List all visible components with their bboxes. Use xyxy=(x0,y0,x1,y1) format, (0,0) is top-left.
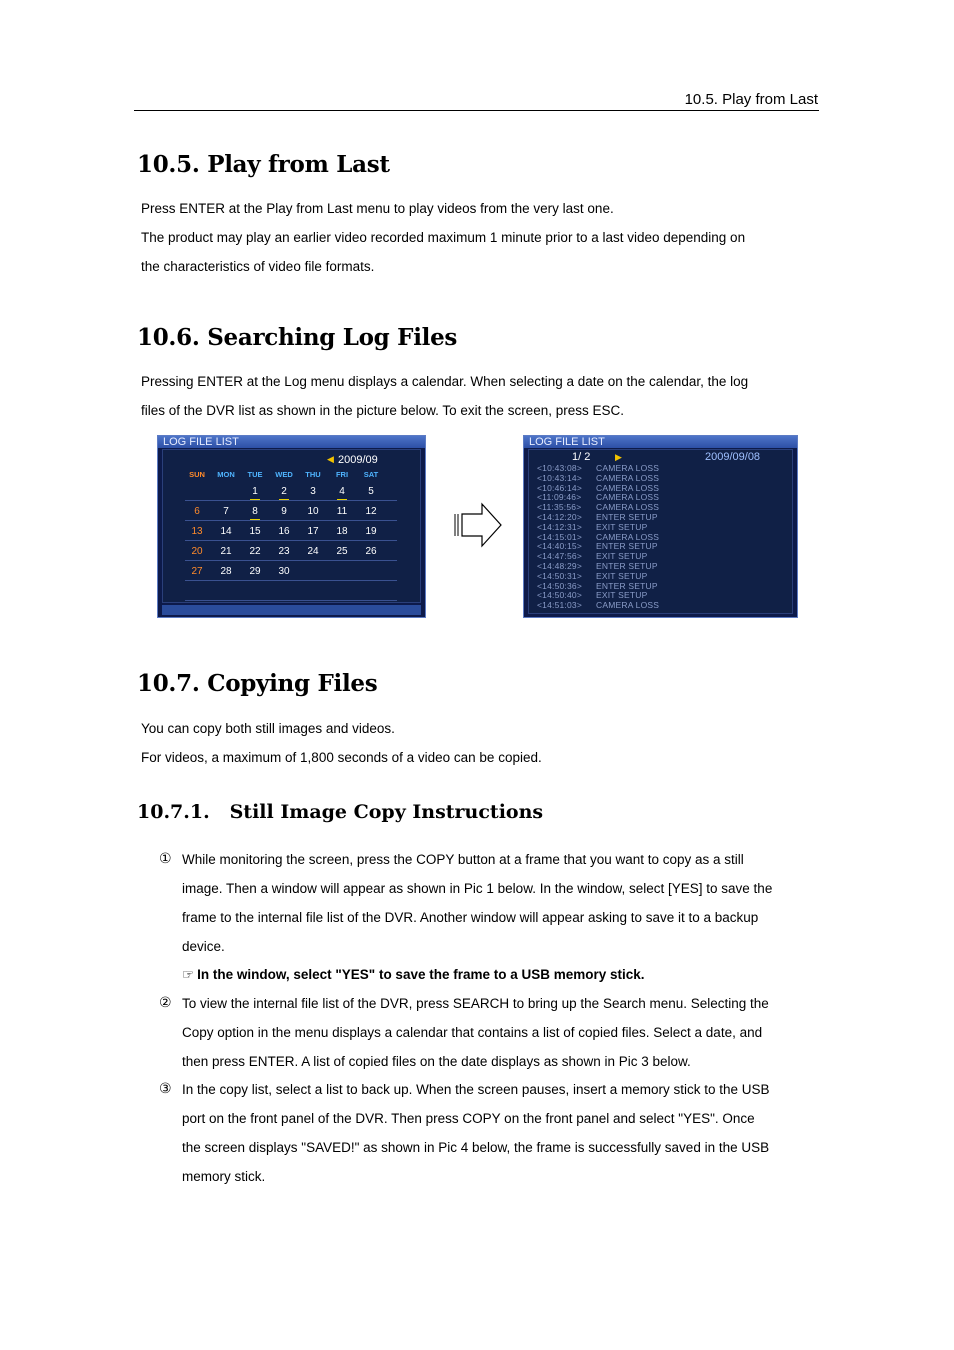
log-time: <14:47:56> xyxy=(537,551,583,562)
log-row[interactable] xyxy=(537,482,660,493)
log-marker xyxy=(250,499,260,500)
list-item-3 xyxy=(159,1075,824,1191)
para-line: The product may play an earlier video recorded maximum 1 minute prior to a last video depending on xyxy=(141,230,746,245)
log-marker xyxy=(279,499,289,500)
weekday-label: SAT xyxy=(363,470,379,479)
para-10-5 xyxy=(141,194,821,281)
para-line: Pressing ENTER at the Log menu displays a calendar. When selecting a date on the calendar, the log xyxy=(141,374,749,389)
next-page-arrow-icon: ▶ xyxy=(615,452,622,462)
calendar-day[interactable]: 20 xyxy=(191,546,203,557)
heading-10-7-1: 10.7.1. Still Image Copy Instructions xyxy=(137,801,544,823)
calendar-day[interactable]: 6 xyxy=(194,506,200,517)
list-line: port on the front panel of the DVR. Then press COPY on the front panel and select "YES". Once xyxy=(182,1111,755,1126)
heading-10-7: 10.7. Copying Files xyxy=(137,670,378,697)
calendar-day[interactable]: 13 xyxy=(191,526,203,537)
log-time: <14:15:01> xyxy=(537,531,583,542)
log-marker xyxy=(250,519,260,520)
para-line: For videos, a maximum of 1,800 seconds of a video can be copied. xyxy=(141,750,542,765)
calendar-day[interactable]: 27 xyxy=(191,566,203,577)
calendar-day[interactable]: 1 xyxy=(252,486,258,497)
log-event: ENTER SETUP xyxy=(596,580,658,591)
note-text: In the window, select "YES" to save the frame to a USB memory stick. xyxy=(197,967,645,982)
calendar-day[interactable]: 24 xyxy=(307,546,319,557)
log-event: ENTER SETUP xyxy=(596,541,658,552)
log-row[interactable] xyxy=(537,580,658,591)
calendar-day[interactable]: 11 xyxy=(336,506,348,517)
calendar-day[interactable]: 17 xyxy=(307,526,319,537)
log-event: CAMERA LOSS xyxy=(596,531,660,542)
screen-title: LOG FILE LIST xyxy=(524,436,797,448)
note xyxy=(182,960,645,990)
calendar-row-divider xyxy=(185,600,397,601)
right-arrow-icon xyxy=(454,502,504,548)
log-event: CAMERA LOSS xyxy=(596,492,660,503)
running-header xyxy=(134,90,819,111)
calendar-day[interactable]: 7 xyxy=(223,506,229,517)
running-header-text: 10.5. Play from Last xyxy=(684,91,818,108)
log-event: ENTER SETUP xyxy=(596,512,658,522)
calendar-day[interactable]: 21 xyxy=(220,546,232,557)
heading-10-6: 10.6. Searching Log Files xyxy=(137,324,458,351)
log-event: CAMERA LOSS xyxy=(596,502,660,513)
weekday-label: THU xyxy=(305,470,321,479)
calendar-day[interactable]: 2 xyxy=(281,486,287,497)
calendar-row-divider xyxy=(185,540,397,541)
list-item-2 xyxy=(159,989,824,1076)
log-time: <14:50:31> xyxy=(537,570,583,581)
log-event: CAMERA LOSS xyxy=(596,600,660,611)
log-event: CAMERA LOSS xyxy=(596,472,660,483)
calendar-day[interactable]: 10 xyxy=(307,506,319,517)
calendar-month: 2009/09 xyxy=(338,454,378,466)
list-item-1 xyxy=(159,845,824,961)
log-time: <10:43:14> xyxy=(537,472,583,483)
calendar-panel xyxy=(162,449,421,603)
calendar-day[interactable]: 26 xyxy=(365,546,377,557)
log-calendar-screenshot xyxy=(157,435,426,618)
pointing-hand-icon: ☞ xyxy=(182,967,195,983)
log-time: <11:09:46> xyxy=(537,492,582,503)
calendar-day[interactable]: 18 xyxy=(336,526,348,537)
log-event: EXIT SETUP xyxy=(596,590,648,601)
calendar-day[interactable]: 23 xyxy=(278,546,290,557)
weekday-label: WED xyxy=(275,470,293,479)
screen-footer-bar xyxy=(162,605,421,615)
log-row[interactable] xyxy=(537,561,658,571)
log-row[interactable] xyxy=(537,570,648,581)
screen-title: LOG FILE LIST xyxy=(158,436,425,448)
calendar-day[interactable]: 28 xyxy=(220,566,232,577)
calendar-row-divider xyxy=(185,580,397,581)
weekday-label: SUN xyxy=(189,470,205,479)
list-line: the screen displays "SAVED!" as shown in Pic 4 below, the frame is successfully saved in the USB xyxy=(182,1140,770,1155)
calendar-day[interactable]: 16 xyxy=(278,526,290,537)
log-marker xyxy=(337,499,347,500)
log-date: 2009/09/08 xyxy=(705,451,761,463)
calendar-day[interactable]: 3 xyxy=(310,486,316,497)
list-marker: ② xyxy=(159,995,172,1011)
log-time: <14:50:40> xyxy=(537,590,583,601)
log-row[interactable] xyxy=(537,551,648,562)
list-line: Copy option in the menu displays a calendar that contains a list of copied files. Select a date, and xyxy=(182,1025,763,1040)
log-time: <14:40:15> xyxy=(537,541,583,552)
list-marker: ① xyxy=(159,851,172,867)
log-event: EXIT SETUP xyxy=(596,521,648,532)
log-row[interactable] xyxy=(537,590,648,601)
log-time: <10:43:08> xyxy=(537,463,583,473)
calendar-row-divider xyxy=(185,520,397,521)
log-time: <10:46:14> xyxy=(537,482,583,493)
weekday-label: FRI xyxy=(335,470,349,479)
list-line: frame to the internal file list of the DVR. Another window will appear asking to save it to a backup xyxy=(182,910,759,925)
calendar-day[interactable]: 8 xyxy=(252,506,258,517)
calendar-day[interactable]: 22 xyxy=(249,546,261,557)
log-event: CAMERA LOSS xyxy=(596,482,660,493)
para-10-7 xyxy=(141,714,821,772)
list-line: then press ENTER. A list of copied files on the date displays as shown in Pic 3 below. xyxy=(182,1054,691,1069)
calendar-day[interactable]: 14 xyxy=(220,526,232,537)
log-event: CAMERA LOSS xyxy=(596,463,660,473)
calendar-row-divider xyxy=(185,560,397,561)
log-row[interactable] xyxy=(537,600,660,611)
para-line: files of the DVR list as shown in the picture below. To exit the screen, press ESC. xyxy=(141,403,624,418)
calendar-day[interactable]: 15 xyxy=(249,526,261,537)
log-time: <14:12:20> xyxy=(537,512,583,522)
log-time: <14:12:31> xyxy=(537,521,583,532)
list-line: device. xyxy=(182,939,225,954)
list-line: To view the internal file list of the DVR, press SEARCH to bring up the Search menu. Selecting the xyxy=(182,996,769,1011)
log-row[interactable] xyxy=(537,521,648,532)
log-event: EXIT SETUP xyxy=(596,570,648,581)
calendar-day[interactable]: 9 xyxy=(281,506,287,517)
log-panel xyxy=(528,449,793,614)
log-row[interactable] xyxy=(537,512,658,522)
calendar-day[interactable]: 29 xyxy=(249,566,261,577)
list-marker: ③ xyxy=(159,1081,172,1097)
heading-10-5: 10.5. Play from Last xyxy=(137,151,390,178)
para-line: the characteristics of video file formats. xyxy=(141,259,375,274)
log-time: <14:51:03> xyxy=(537,600,583,611)
weekday-label: MON xyxy=(217,470,235,479)
log-row[interactable] xyxy=(537,463,660,473)
calendar-day[interactable]: 12 xyxy=(365,506,377,517)
list-line: In the copy list, select a list to back up. When the screen pauses, insert a memory stick to the USB xyxy=(182,1082,770,1097)
log-time: <14:50:36> xyxy=(537,580,583,591)
log-row[interactable] xyxy=(537,531,660,542)
log-page-indicator: 1/ 2 xyxy=(572,451,591,463)
calendar-day[interactable]: 5 xyxy=(368,486,374,497)
para-line: You can copy both still images and videos. xyxy=(141,721,395,736)
log-list-screenshot xyxy=(523,435,798,618)
list-line: memory stick. xyxy=(182,1169,266,1184)
list-line: While monitoring the screen, press the COPY button at a frame that you want to copy as a still xyxy=(182,852,744,867)
calendar-day[interactable]: 25 xyxy=(336,546,348,557)
log-row[interactable] xyxy=(537,492,660,503)
log-event: EXIT SETUP xyxy=(596,551,648,562)
weekday-label: TUE xyxy=(247,470,263,479)
calendar-row-divider xyxy=(185,500,397,501)
para-10-6 xyxy=(141,367,821,425)
calendar-day[interactable]: 30 xyxy=(278,566,290,577)
log-time: <14:48:29> xyxy=(537,561,583,571)
para-line: Press ENTER at the Play from Last menu to play videos from the very last one. xyxy=(141,201,614,216)
calendar-day[interactable]: 4 xyxy=(339,486,345,497)
list-line: image. Then a window will appear as shown in Pic 1 below. In the window, select [YES] to save the xyxy=(182,881,773,896)
log-event: ENTER SETUP xyxy=(596,561,658,571)
log-row[interactable] xyxy=(537,472,660,483)
log-row[interactable] xyxy=(537,541,658,552)
log-time: <11:35:56> xyxy=(537,502,582,513)
prev-month-arrow-icon: ◀ xyxy=(327,454,334,464)
log-row[interactable] xyxy=(537,502,660,513)
calendar-day[interactable]: 19 xyxy=(365,526,377,537)
